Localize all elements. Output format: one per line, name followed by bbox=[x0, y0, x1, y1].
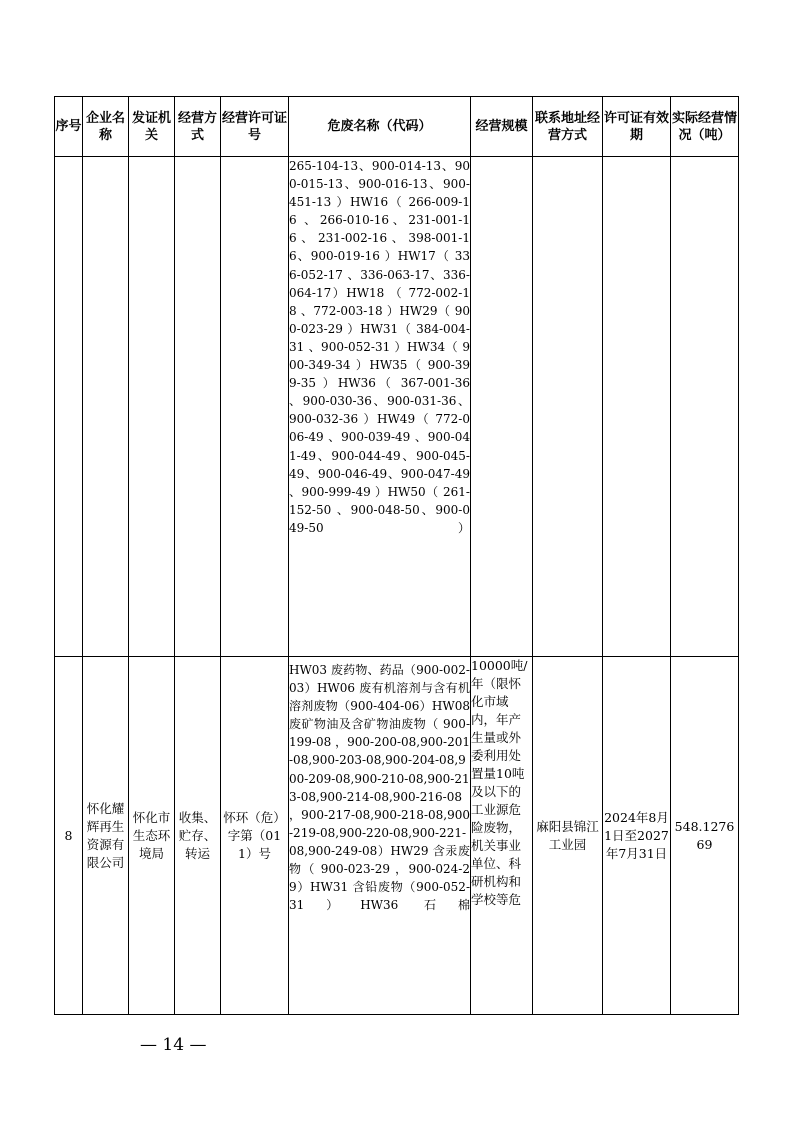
page-number: — 14 — bbox=[140, 1035, 207, 1055]
header-contact: 联系地址经营方式 bbox=[533, 97, 603, 157]
cell-actual bbox=[671, 157, 739, 657]
cell-scale bbox=[471, 157, 533, 657]
permit-table bbox=[54, 96, 739, 1015]
cell-permit-no bbox=[221, 157, 289, 657]
cell-permit-no: 怀环（危）字第（011）号 bbox=[221, 657, 289, 1015]
header-actual: 实际经营情况（吨） bbox=[671, 97, 739, 157]
cell-mode bbox=[175, 157, 221, 657]
cell-issuer bbox=[129, 157, 175, 657]
cell-company: 怀化耀辉再生资源有限公司 bbox=[83, 657, 129, 1015]
cell-validity: 2024年8月1日至2027年7月31日 bbox=[603, 657, 671, 1015]
cell-waste: HW03 废药物、药品（900-002-03）HW06 废有机溶剂与含有机溶剂废物（900-404-06）HW08 废矿物油及含矿物油废物（ 900-199-08 ，900-200-08,900-201-08,900-203-08,900-204-08,900-209-08,900-210-08,900-213-08,900-214-08,900-216-08 ，900-217-08,900-218-08,900-219-08,900-220-08,900-221-08,900-249-08）HW29 含汞废物（ 900-023-29 ，900-024-29）HW31 含铅废物（900-052-31）HW36 石棉 bbox=[289, 657, 471, 1015]
cell-actual: 548.127669 bbox=[671, 657, 739, 1015]
header-scale: 经营规模 bbox=[471, 97, 533, 157]
cell-seq bbox=[55, 157, 83, 657]
cell-contact bbox=[533, 157, 603, 657]
header-waste: 危废名称（代码） bbox=[289, 97, 471, 157]
header-permit-no: 经营许可证号 bbox=[221, 97, 289, 157]
cell-validity bbox=[603, 157, 671, 657]
header-issuer: 发证机关 bbox=[129, 97, 175, 157]
header-validity: 许可证有效期 bbox=[603, 97, 671, 157]
table-row bbox=[55, 157, 739, 657]
cell-waste: 265-104-13、900-014-13、900-015-13、900-016-13、900-451-13 ）HW16（ 266-009-16 、266-010-16、231-001-16、231-002-16、398-001-16、900-019-16 ）HW17（ 336-052-17 、336-063-17、336-064-17）HW18 （ 772-002-18 、772-003-18 ）HW29（ 900-023-29 ）HW31（ 384-004-31 、900-052-31 ）HW34（ 900-349-34 ）HW35（ 900-399-35 ）HW36（ 367-001-36 、900-030-36、900-031-36、900-032-36 ）HW49（ 772-006-49 、900-039-49 、900-041-49、900-044-49、900-045-49、900-046-49、900-047-49 、900-999-49 ）HW50（ 261-152-50 、900-048-50、900-049-50） bbox=[289, 157, 471, 657]
cell-contact: 麻阳县锦江工业园 bbox=[533, 657, 603, 1015]
cell-company bbox=[83, 157, 129, 657]
header-row bbox=[55, 97, 739, 157]
cell-issuer: 怀化市生态环境局 bbox=[129, 657, 175, 1015]
table-row bbox=[55, 657, 739, 1015]
header-seq: 序号 bbox=[55, 97, 83, 157]
cell-seq: 8 bbox=[55, 657, 83, 1015]
cell-scale: 10000吨/年（限怀化市域内，年产生量或外委利用处置量10吨及以下的工业源危险废物，机关事业单位、科研机构和学校等危 bbox=[471, 657, 533, 1015]
header-mode: 经营方式 bbox=[175, 97, 221, 157]
cell-mode: 收集、贮存、转运 bbox=[175, 657, 221, 1015]
header-company: 企业名称 bbox=[83, 97, 129, 157]
